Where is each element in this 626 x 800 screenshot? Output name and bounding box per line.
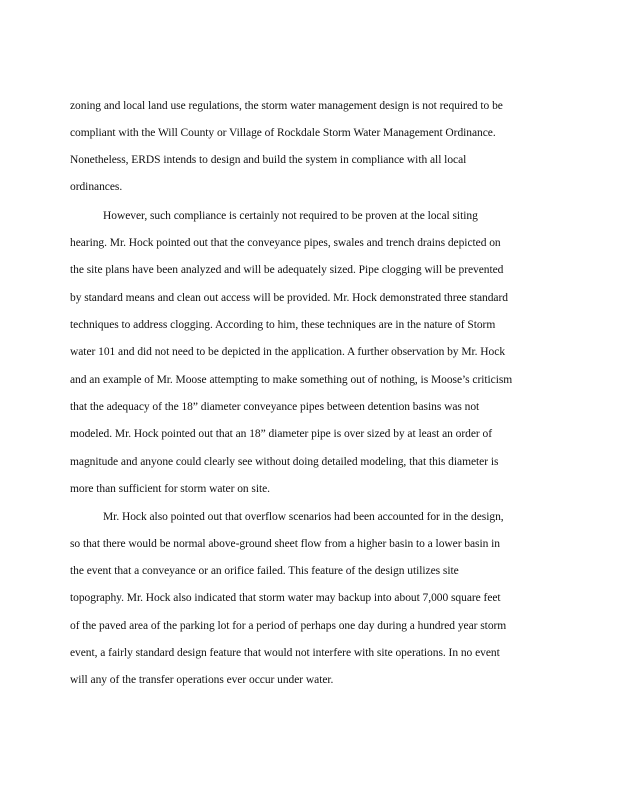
text-line: that the adequacy of the 18” diameter conveyance pipes between detention basins was not xyxy=(70,401,480,413)
text-line: hearing. Mr. Hock pointed out that the conveyance pipes, swales and trench drains depicted on xyxy=(70,237,501,249)
text-line: zoning and local land use regulations, the storm water management design is not required to be xyxy=(70,100,503,112)
text-line: However, such compliance is certainly not required to be proven at the local siting xyxy=(103,210,478,222)
text-line: water 101 and did not need to be depicted in the application. A further observation by Mr. Hock xyxy=(70,346,506,358)
text-line: will any of the transfer operations ever occur under water. xyxy=(70,674,334,686)
text-line: Nonetheless, ERDS intends to design and build the system in compliance with all local xyxy=(70,154,467,166)
text-line: techniques to address clogging. According to him, these techniques are in the nature of Storm xyxy=(70,319,496,331)
text-line: the event that a conveyance or an orifice failed. This feature of the design utilizes site xyxy=(70,565,459,577)
text-line: more than sufficient for storm water on site. xyxy=(70,483,271,495)
text-line: compliant with the Will County or Village of Rockdale Storm Water Management Ordinance. xyxy=(70,127,496,139)
text-line: event, a fairly standard design feature that would not interfere with site operations. In no event xyxy=(70,647,500,659)
text-line: by standard means and clean out access will be provided. Mr. Hock demonstrated three standard xyxy=(70,292,508,304)
text-line: topography. Mr. Hock also indicated that storm water may backup into about 7,000 square feet xyxy=(70,592,501,604)
text-line: ordinances. xyxy=(70,181,123,193)
text-line: the site plans have been analyzed and will be adequately sized. Pipe clogging will be prevented xyxy=(70,264,504,276)
text-line: Mr. Hock also pointed out that overflow scenarios had been accounted for in the design, xyxy=(103,511,504,523)
text-line: of the paved area of the parking lot for a period of perhaps one day during a hundred year storm xyxy=(70,620,507,632)
text-line: magnitude and anyone could clearly see without doing detailed modeling, that this diameter is xyxy=(70,456,499,468)
text-line: so that there would be normal above-ground sheet flow from a higher basin to a lower basin in xyxy=(70,538,500,550)
text-line: modeled. Mr. Hock pointed out that an 18” diameter pipe is over sized by at least an order of xyxy=(70,428,493,440)
text-line: and an example of Mr. Moose attempting to make something out of nothing, is Moose’s criticism xyxy=(70,374,513,386)
